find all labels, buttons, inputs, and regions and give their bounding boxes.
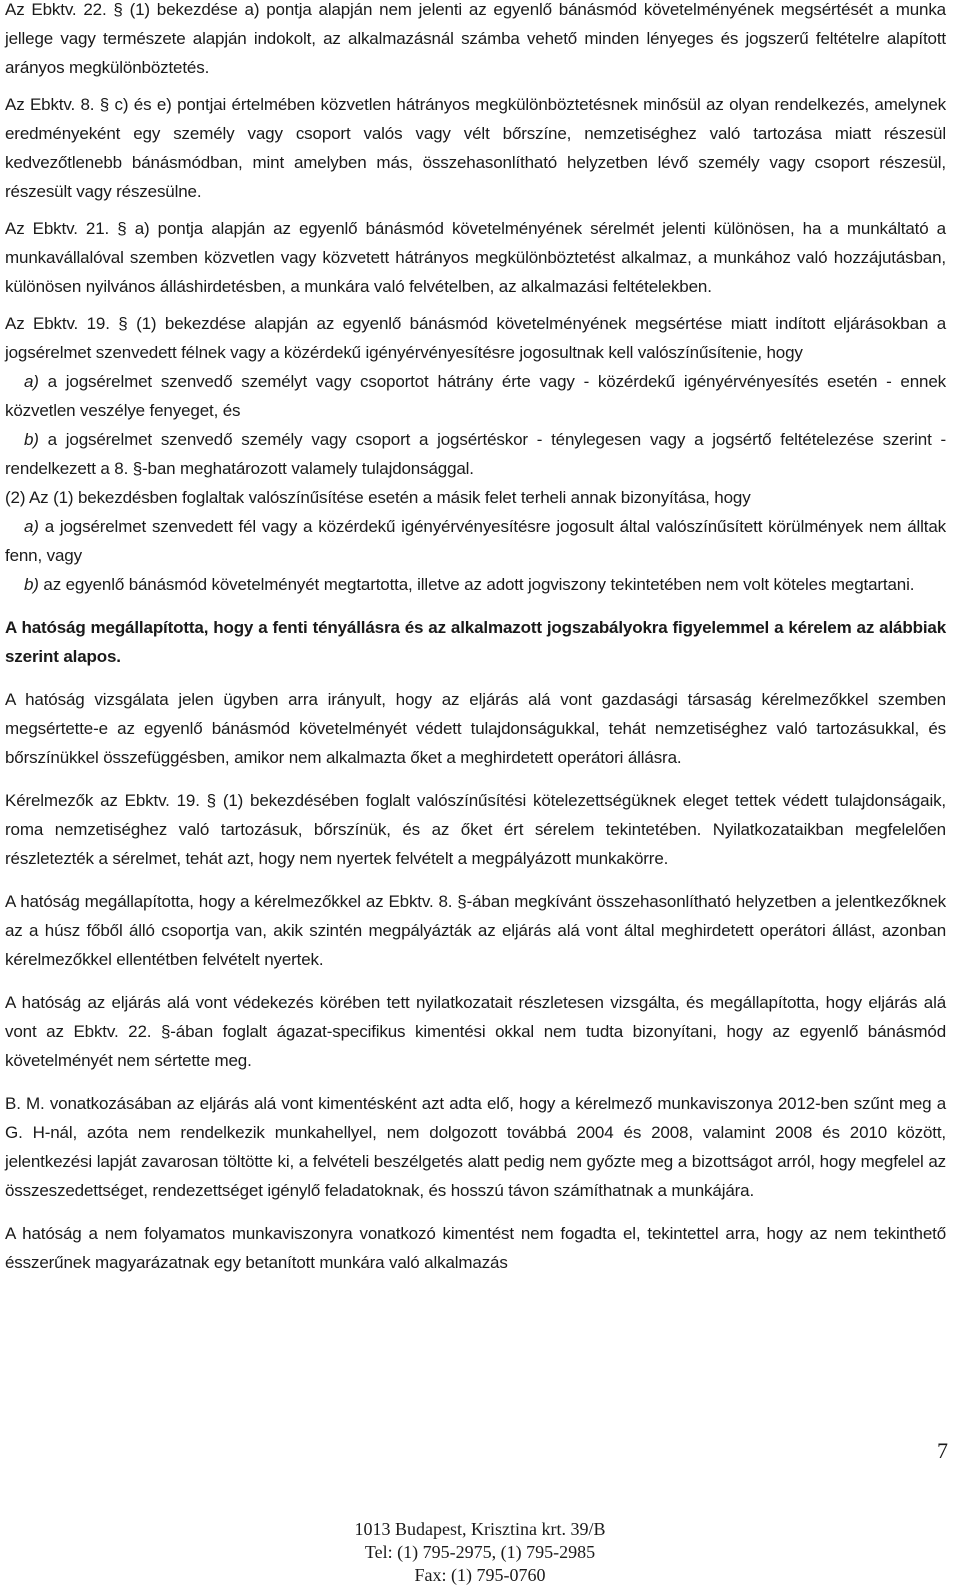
footer-address: 1013 Budapest, Krisztina krt. 39/B <box>354 1519 606 1539</box>
paragraph-ebktv-22: Az Ebktv. 22. § (1) bekezdése a) pontja alapján nem jelenti az egyenlő bánásmód követelményének megsértését a munka jellege vagy természete alapján indokolt, az alkalmazásnál számba vehető minden lényeges és jogszerű feltételre alapított arányos megkülönböztetés. <box>5 0 946 77</box>
list-item-19-2-b <box>5 570 946 599</box>
list-label: a) <box>24 517 39 536</box>
page-footer <box>0 1518 960 1586</box>
paragraph-ebktv-21: Az Ebktv. 21. § a) pontja alapján az egyenlő bánásmód követelményének sérelmét jelenti különösen, ha a munkáltató a munkavállalóval szemben közvetlen vagy közvetett hátrányos megkülönböztetést alkalmaz, a munkához való hozzájutásban, különösen nyilvános álláshirdetésben, a munkára való felvételben, az alkalmazási feltételekben. <box>5 219 946 296</box>
paragraph-ebktv-8: Az Ebktv. 8. § c) és e) pontjai értelmében közvetlen hátrányos megkülönböztetésnek minősül az olyan rendelkezés, amelynek eredményeként egy személy vagy csoport valós vagy vélt bőrszíne, nemzetiséghez való tartozása miatt részesül kedvezőtlenebb bánásmódban, mint amelyben más, összehasonlítható helyzetben lévő személy vagy csoport részesül, részesült vagy részesülne. <box>5 95 946 201</box>
paragraph-defence-review: A hatóság az eljárás alá vont védekezés körében tett nyilatkozatait részletesen vizsgálta, és megállapította, hogy eljárás alá vont az Ebktv. 22. §-ában foglalt ágazat-specifikus kimentési okkal nem tudta bizonyítani, hogy az egyenlő bánásmód követelményét nem sértette meg. <box>5 993 946 1070</box>
paragraph-applicants-burden: Kérelmezők az Ebktv. 19. § (1) bekezdésében foglalt valószínűsítési kötelezettségüknek eleget tettek védett tulajdonságaik, roma nemzetiséghez való tartozásuk, bőrszínük, és az őket ért sérelem tekintetében. Nyilatkozataikban megfelelően részletezték a sérelmet, tehát azt, hogy nem nyertek felvételt a megpályázott munkakörre. <box>5 791 946 868</box>
list-label: b) <box>24 430 39 449</box>
document-body <box>5 0 946 1277</box>
paragraph-investigation-scope: A hatóság vizsgálata jelen ügyben arra irányult, hogy az eljárás alá vont gazdasági társaság kérelmezőkkel szemben megsértette-e az egyenlő bánásmód követelményét védett tulajdonságukkal, tehát nemzetiséghez való tartozásukkal, és bőrszínükkel összefüggésben, amikor nem alkalmazta őket a meghirdetett operátori állásra. <box>5 690 946 767</box>
list-item-text: a jogsérelmet szenvedett fél vagy a közérdekű igényérvényesítésre jogosult által valószínűsített körülmények nem álltak fenn, vagy <box>5 517 946 565</box>
list-item-text: a jogsérelmet szenvedő személy vagy csoport a jogsértéskor - ténylegesen vagy a jogsértő feltételezése szerint - rendelkezett a 8. §-ban meghatározott valamely tulajdonsággal. <box>5 430 946 478</box>
footer-phone: Tel: (1) 795-2975, (1) 795-2985 <box>364 1542 596 1562</box>
footer-fax: Fax: (1) 795-0760 <box>414 1565 546 1585</box>
list-item-19-a <box>5 367 946 425</box>
list-item-19-b <box>5 425 946 483</box>
paragraph-comparable-group: A hatóság megállapította, hogy a kérelmezőkkel az Ebktv. 8. §-ában megkívánt összehasonlítható helyzetben a jelentkezőknek az a húsz főből álló csoportja van, akik szintén megpályázták az eljárás alá vont által meghirdetett operátori állást, azonban kérelmezőkkel ellentétben felvételt nyertek. <box>5 892 946 969</box>
paragraph-employment-gap: A hatóság a nem folyamatos munkaviszonyra vonatkozó kimentést nem fogadta el, tekintettel arra, hogy az nem tekinthető ésszerűnek magyarázatnak egy betanított munkára való alkalmazás <box>5 1224 946 1272</box>
paragraph-ebktv-19: Az Ebktv. 19. § (1) bekezdése alapján az egyenlő bánásmód követelményének megsértése miatt indított eljárásokban a jogsérelmet szenvedett félnek vagy a közérdekű igényérvényesítésre jogosultnak kell valószínűsítenie, hogy <box>5 314 946 362</box>
list-item-text: az egyenlő bánásmód követelményét megtartotta, illetve az adott jogviszony tekintetében nem volt köteles megtartani. <box>38 575 915 594</box>
list-item-text: a jogsérelmet szenvedő személyt vagy csoportot hátrány érte vagy - közérdekű igényérvényesítés esetén - ennek közvetlen veszélye fenyeget, és <box>5 372 946 420</box>
list-item-19-2-a <box>5 512 946 570</box>
page-number: 7 <box>937 1438 948 1463</box>
finding-heading: A hatóság megállapította, hogy a fenti tényállásra és az alkalmazott jogszabályokra figyelemmel a kérelem az alábbiak szerint alapos. <box>5 618 946 666</box>
paragraph-bm-exculpation: B. M. vonatkozásában az eljárás alá vont kimentésként azt adta elő, hogy a kérelmező munkaviszonya 2012-ben szűnt meg a G. H-nál, azóta nem rendelkezik munkahellyel, nem dolgozott továbbá 2004 és 2008, valamint 2008 és 2010 között, jelentkezési lapját zavarosan töltötte ki, a felvételi beszélgetés alatt pedig nem győzte meg a bizottságot arról, hogy megfelel az összeszedettséget, rendezettséget igénylő feladatoknak, és hosszú távon számíthatnak a munkájára. <box>5 1094 946 1200</box>
list-label: b) <box>24 575 39 594</box>
list-label: a) <box>24 372 39 391</box>
paragraph-ebktv-19-2: (2) Az (1) bekezdésben foglaltak valószínűsítése esetén a másik felet terheli annak bizonyítása, hogy <box>5 488 751 507</box>
